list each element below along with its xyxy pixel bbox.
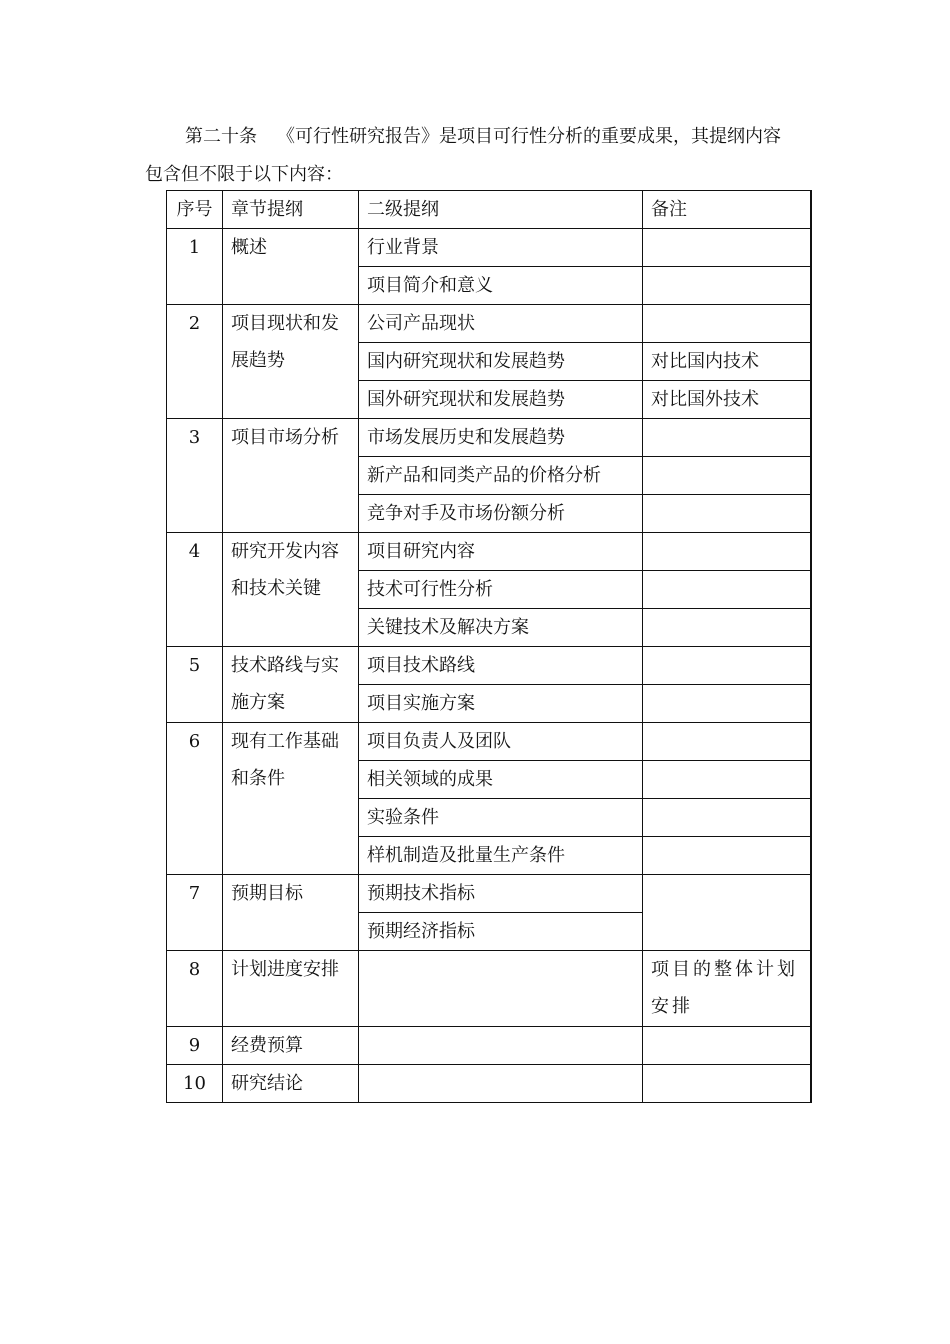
section-number: 10 [167,1065,223,1103]
section-chapter: 技术路线与实施方案 [223,647,359,723]
note-cell [643,1065,811,1103]
note-cell [643,723,811,761]
subsection-cell: 行业背景 [359,229,643,267]
subsection-cell: 国外研究现状和发展趋势 [359,381,643,419]
table-row [167,533,811,571]
section-number: 5 [167,647,223,723]
note-cell [643,609,811,647]
table-row [167,305,811,343]
section-chapter: 现有工作基础和条件 [223,723,359,875]
subsection-cell: 项目负责人及团队 [359,723,643,761]
note-cell [643,267,811,305]
section-number: 6 [167,723,223,875]
note-cell [643,799,811,837]
note-cell [643,419,811,457]
table-row [167,723,811,761]
outline-table-body [167,191,811,1103]
subsection-cell: 项目简介和意义 [359,267,643,305]
subsection-cell: 预期技术指标 [359,875,643,913]
subsection-cell: 新产品和同类产品的价格分析 [359,457,643,495]
note-cell [643,229,811,267]
section-number: 9 [167,1027,223,1065]
subsection-cell: 竞争对手及市场份额分析 [359,495,643,533]
header-chapter: 章节提纲 [223,191,359,229]
section-number: 3 [167,419,223,533]
subsection-cell: 国内研究现状和发展趋势 [359,343,643,381]
outline-table [166,190,812,1103]
article-number: 第二十条 [185,126,257,147]
section-chapter: 预期目标 [223,875,359,951]
table-row [167,1065,811,1103]
note-cell [643,837,811,875]
header-note: 备注 [643,191,811,229]
table-row [167,229,811,267]
note-cell [643,533,811,571]
intro-paragraph [145,118,815,194]
note-cell [643,685,811,723]
header-num: 序号 [167,191,223,229]
table-row [167,1027,811,1065]
subsection-cell: 项目技术路线 [359,647,643,685]
intro-text: 《可行性研究报告》是项目可行性分析的重要成果，其提纲内容 [277,126,781,147]
section-chapter: 概述 [223,229,359,305]
subsection-cell: 相关领域的成果 [359,761,643,799]
section-chapter: 研究开发内容和技术关键 [223,533,359,647]
note-cell: 项目的整体计划安排 [643,951,811,1027]
section-chapter: 项目市场分析 [223,419,359,533]
note-cell: 对比国外技术 [643,381,811,419]
subsection-cell [359,1065,643,1103]
subsection-cell: 预期经济指标 [359,913,643,951]
intro-line-2: 包含但不限于以下内容： [145,164,343,185]
note-cell [643,875,811,951]
note-cell: 对比国内技术 [643,343,811,381]
header-row [167,191,811,229]
note-cell [643,761,811,799]
subsection-cell: 关键技术及解决方案 [359,609,643,647]
subsection-cell: 市场发展历史和发展趋势 [359,419,643,457]
header-subsection: 二级提纲 [359,191,643,229]
table-row [167,875,811,913]
subsection-cell: 实验条件 [359,799,643,837]
section-chapter: 项目现状和发展趋势 [223,305,359,419]
note-cell [643,1027,811,1065]
subsection-cell: 项目实施方案 [359,685,643,723]
note-cell [643,457,811,495]
table-row [167,951,811,1027]
note-cell [643,571,811,609]
section-number: 4 [167,533,223,647]
subsection-cell: 样机制造及批量生产条件 [359,837,643,875]
section-chapter: 经费预算 [223,1027,359,1065]
table-row [167,419,811,457]
subsection-cell: 技术可行性分析 [359,571,643,609]
intro-line-1 [145,118,815,156]
note-cell [643,647,811,685]
subsection-cell [359,1027,643,1065]
subsection-cell: 项目研究内容 [359,533,643,571]
section-number: 8 [167,951,223,1027]
subsection-cell [359,951,643,1027]
section-chapter: 计划进度安排 [223,951,359,1027]
section-chapter: 研究结论 [223,1065,359,1103]
subsection-cell: 公司产品现状 [359,305,643,343]
table-row [167,647,811,685]
note-cell [643,305,811,343]
section-number: 2 [167,305,223,419]
note-cell [643,495,811,533]
section-number: 7 [167,875,223,951]
section-number: 1 [167,229,223,305]
